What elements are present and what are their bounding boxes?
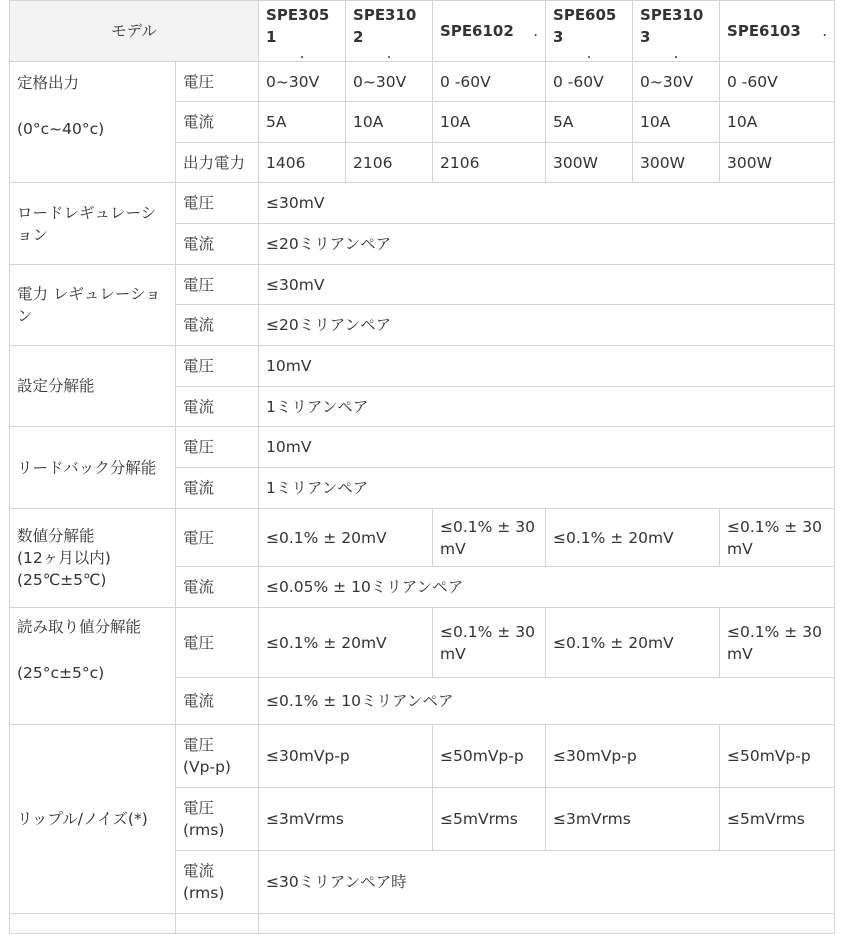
table-row — [10, 914, 835, 934]
header-row — [10, 1, 835, 62]
sub-label: 出力電力 — [176, 143, 259, 183]
category-period: (12ヶ月以内) — [17, 549, 111, 567]
table-cell: 10A — [346, 102, 433, 143]
model-name: SPE6053 — [553, 6, 617, 46]
numeric-accuracy-label — [10, 509, 176, 608]
table-row — [10, 427, 835, 468]
model-name: SPE3103 — [640, 6, 704, 46]
category-condition: (25℃±5℃) — [17, 571, 107, 589]
sub-label: 電圧 — [176, 509, 259, 567]
sub-label: 電流 — [176, 468, 259, 509]
table-row — [10, 509, 835, 567]
table-cell: ≤0.1% ± 30mV — [433, 608, 546, 678]
model-name: SPE6103 — [727, 22, 801, 40]
sub-label: 電流 — [176, 102, 259, 143]
table-cell: ≤3mVrms — [546, 788, 720, 851]
model-header — [633, 1, 720, 62]
table-cell: ≤0.1% ± 30mV — [720, 509, 835, 567]
readback-resolution-label: リードバック分解能 — [10, 427, 176, 509]
model-mark: . — [586, 44, 592, 62]
table-cell: 0~30V — [346, 62, 433, 102]
model-name: SPE3051 — [266, 6, 330, 46]
model-header — [720, 1, 835, 62]
table-cell: 1ミリアンペア — [259, 468, 835, 509]
rated-output-label — [10, 62, 176, 183]
table-cell: 2106 — [346, 143, 433, 183]
model-header — [433, 1, 546, 62]
model-name: SPE6102 — [440, 22, 514, 40]
category-title: 定格出力 — [17, 74, 80, 92]
sub-label: 電圧 — [176, 62, 259, 102]
sub-label — [176, 851, 259, 914]
sub-label: 電圧 — [176, 346, 259, 387]
readback-accuracy-label — [10, 608, 176, 725]
sub-label: 電流 — [176, 567, 259, 608]
table-row — [10, 183, 835, 224]
model-mark: . — [673, 44, 679, 62]
table-cell: 10A — [433, 102, 546, 143]
table-row — [10, 265, 835, 305]
table-cell: ≤0.1% ± 10ミリアンペア — [259, 678, 835, 725]
table-cell: 0~30V — [259, 62, 346, 102]
sub-label-text: 電圧 — [183, 736, 215, 754]
model-mark: . — [533, 22, 539, 40]
table-cell: ≤30mV — [259, 183, 835, 224]
category-title: 数値分解能 — [17, 527, 95, 545]
spec-table — [9, 0, 835, 934]
table-cell: ≤30mV — [259, 265, 835, 305]
sub-label-text: 電圧 — [183, 799, 215, 817]
table-cell: ≤5mVrms — [433, 788, 546, 851]
table-cell: ≤30mVp-p — [546, 725, 720, 788]
sub-label-text: 電流 — [183, 862, 215, 880]
model-header — [346, 1, 433, 62]
sub-label: 電流 — [176, 387, 259, 427]
sub-label-unit: (rms) — [183, 884, 225, 902]
table-cell: ≤20ミリアンペア — [259, 305, 835, 346]
table-cell: ≤20ミリアンペア — [259, 224, 835, 265]
table-cell: ≤0.1% ± 30mV — [433, 509, 546, 567]
table-cell: ≤30ミリアンペア時 — [259, 851, 835, 914]
sub-label: 電流 — [176, 678, 259, 725]
sub-label: 電流 — [176, 305, 259, 346]
table-cell: 300W — [546, 143, 633, 183]
table-cell: 0 -60V — [433, 62, 546, 102]
sub-label: 電圧 — [176, 427, 259, 468]
table-cell: ≤30mVp-p — [259, 725, 433, 788]
load-regulation-label: ロードレギュレーション — [10, 183, 176, 265]
sub-label — [176, 788, 259, 851]
model-header — [259, 1, 346, 62]
table-cell: ≤0.1% ± 30mV — [720, 608, 835, 678]
sub-label: 電圧 — [176, 265, 259, 305]
table-row — [10, 62, 835, 102]
table-cell: 1406 — [259, 143, 346, 183]
table-cell: 300W — [633, 143, 720, 183]
table-cell: ≤0.1% ± 20mV — [259, 608, 433, 678]
table-cell: 10A — [720, 102, 835, 143]
table-cell: ≤5mVrms — [720, 788, 835, 851]
table-cell: ≤50mVp-p — [433, 725, 546, 788]
table-row — [10, 608, 835, 678]
model-name: SPE3102 — [353, 6, 417, 46]
model-header — [546, 1, 633, 62]
sub-label-unit: (rms) — [183, 821, 225, 839]
table-cell: 300W — [720, 143, 835, 183]
table-cell — [259, 914, 835, 934]
category-condition: (0°c~40°c) — [17, 120, 105, 138]
sub-label — [176, 725, 259, 788]
table-cell: 5A — [259, 102, 346, 143]
sub-label: 電圧 — [176, 608, 259, 678]
table-cell: 2106 — [433, 143, 546, 183]
table-cell: ≤3mVrms — [259, 788, 433, 851]
sub-label: 電圧 — [176, 183, 259, 224]
category-condition: (25°c±5°c) — [17, 664, 105, 682]
table-cell: 0 -60V — [546, 62, 633, 102]
category-title: 読み取り値分解能 — [17, 618, 142, 636]
table-cell: 10A — [633, 102, 720, 143]
sub-label: 電流 — [176, 224, 259, 265]
sub-label-unit: (Vp-p) — [183, 758, 231, 776]
table-cell: ≤0.1% ± 20mV — [546, 608, 720, 678]
table-row — [10, 725, 835, 788]
table-cell: 0 -60V — [720, 62, 835, 102]
table-cell: ≤0.05% ± 10ミリアンペア — [259, 567, 835, 608]
table-cell: 10mV — [259, 346, 835, 387]
setting-resolution-label: 設定分解能 — [10, 346, 176, 427]
table-cell: ≤0.1% ± 20mV — [259, 509, 433, 567]
model-label: モデル — [10, 1, 259, 62]
model-mark: . — [386, 44, 392, 62]
table-cell: 10mV — [259, 427, 835, 468]
table-cell: 1ミリアンペア — [259, 387, 835, 427]
power-regulation-label: 電力 レギュレーション — [10, 265, 176, 346]
table-cell: ≤50mVp-p — [720, 725, 835, 788]
table-row — [10, 346, 835, 387]
model-mark: . — [299, 44, 305, 62]
table-cell: 5A — [546, 102, 633, 143]
ripple-noise-label: リップル/ノイズ(*) — [10, 725, 176, 914]
table-cell: ≤0.1% ± 20mV — [546, 509, 720, 567]
model-mark: . — [822, 22, 828, 40]
table-cell — [176, 914, 259, 934]
table-cell — [10, 914, 176, 934]
table-cell: 0~30V — [633, 62, 720, 102]
